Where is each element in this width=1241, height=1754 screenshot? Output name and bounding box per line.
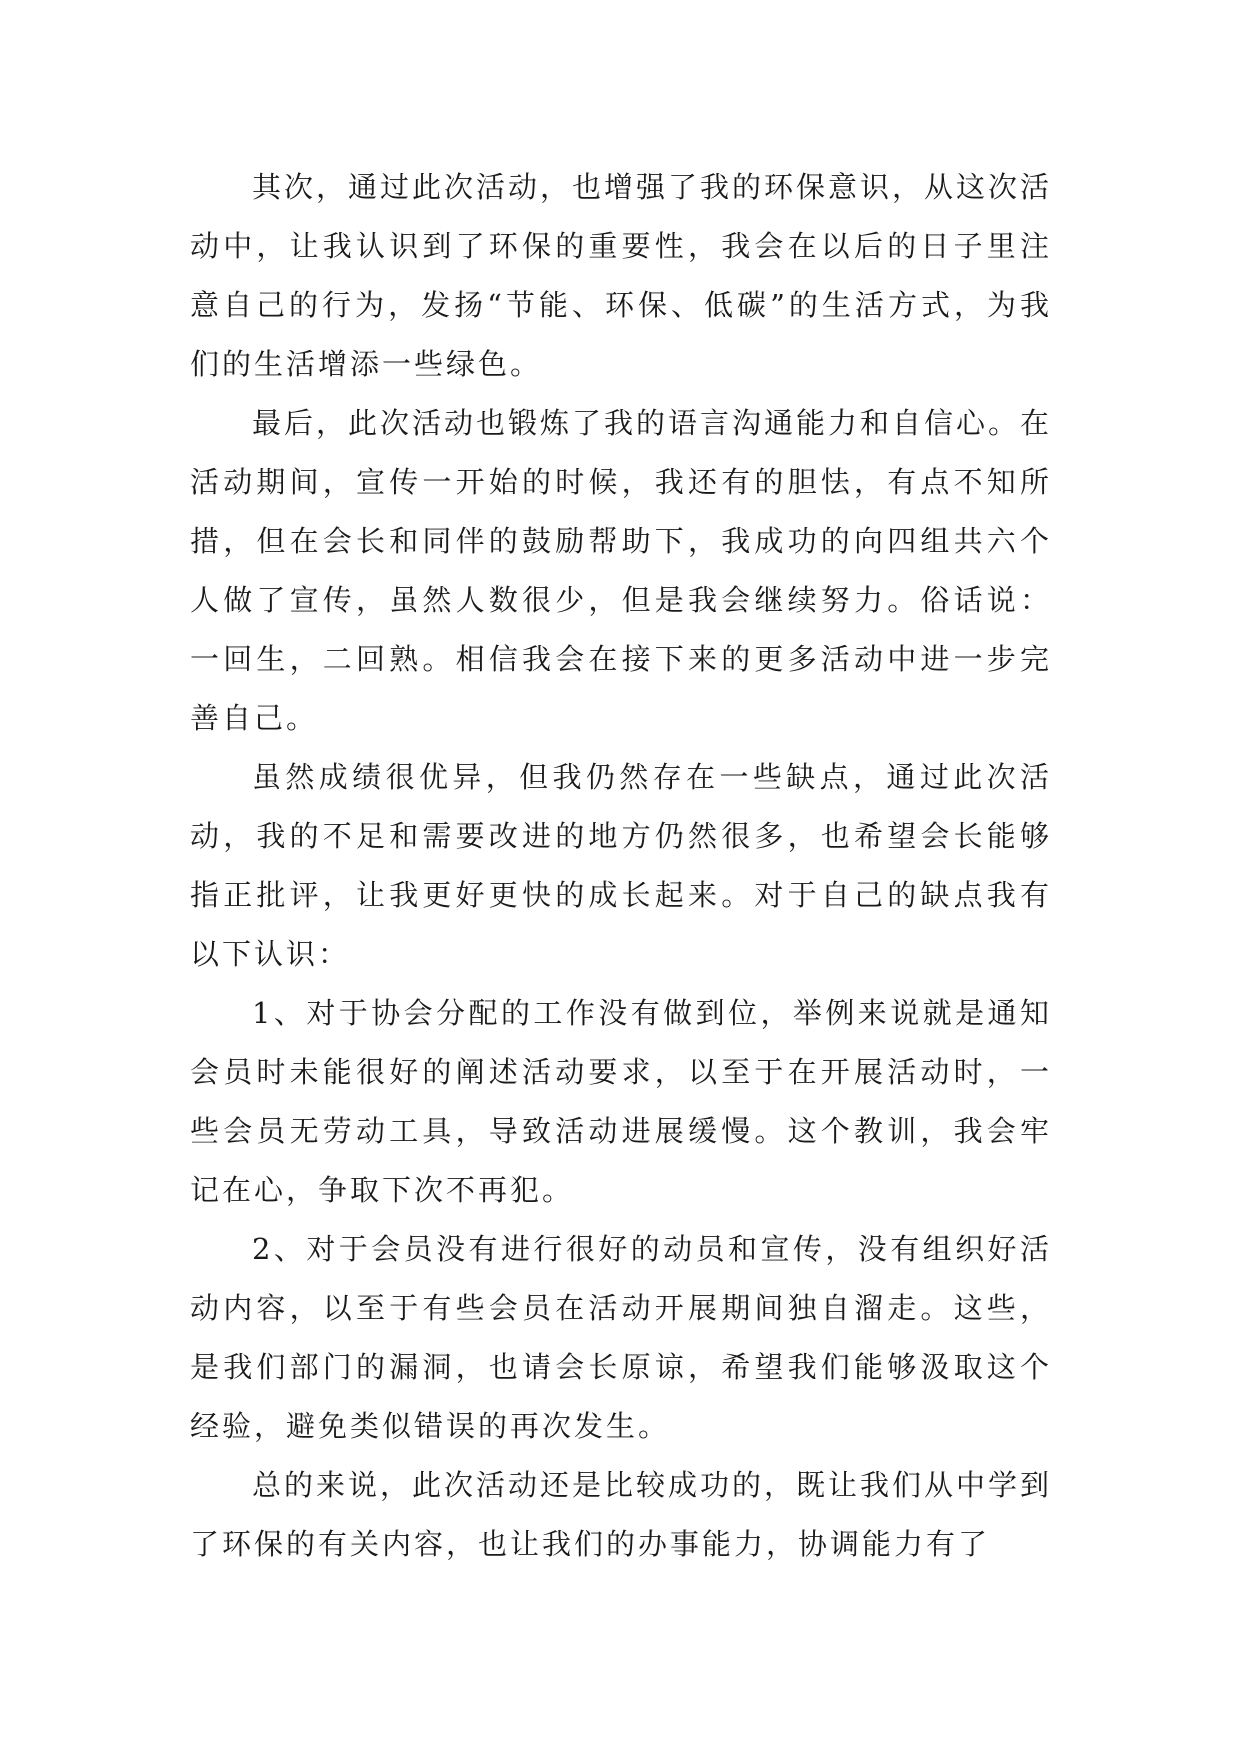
paragraph-awareness: 其次，通过此次活动，也增强了我的环保意识，从这次活动中，让我认识到了环保的重要性，我会在以后的日子里注意自己的行为，发扬“节能、环保、低碳”的生活方式，为我们的生活增添一些绿色。 [190, 170, 1053, 381]
paragraph-summary: 总的来说，此次活动还是比较成功的，既让我们从中学到了环保的有关内容，也让我们的办事能力，协调能力有了 [190, 1468, 1053, 1561]
document-body [190, 158, 1052, 1574]
paragraph-shortcomings: 虽然成绩很优异，但我仍然存在一些缺点，通过此次活动，我的不足和需要改进的地方仍然很多，也希望会长能够指正批评，让我更好更快的成长起来。对于自己的缺点我有以下认识： [190, 760, 1052, 971]
paragraph-point-1: 1、对于协会分配的工作没有做到位，举例来说就是通知会员时未能很好的阐述活动要求，以至于在开展活动时，一些会员无劳动工具，导致活动进展缓慢。这个教训，我会牢记在心，争取下次不再犯。 [190, 996, 1052, 1207]
paragraph-point-2: 2、对于会员没有进行很好的动员和宣传，没有组织好活动内容，以至于有些会员在活动开展期间独自溜走。这些，是我们部门的漏洞，也请会长原谅，希望我们能够汲取这个经验，避免类似错误的再次发生。 [190, 1232, 1052, 1443]
paragraph-communication: 最后，此次活动也锻炼了我的语言沟通能力和自信心。在活动期间，宣传一开始的时候，我还有的胆怯，有点不知所措，但在会长和同伴的鼓励帮助下，我成功的向四组共六个人做了宣传，虽然人数很少，但是我会继续努力。俗话说：一回生，二回熟。相信我会在接下来的更多活动中进一步完善自己。 [190, 406, 1053, 735]
